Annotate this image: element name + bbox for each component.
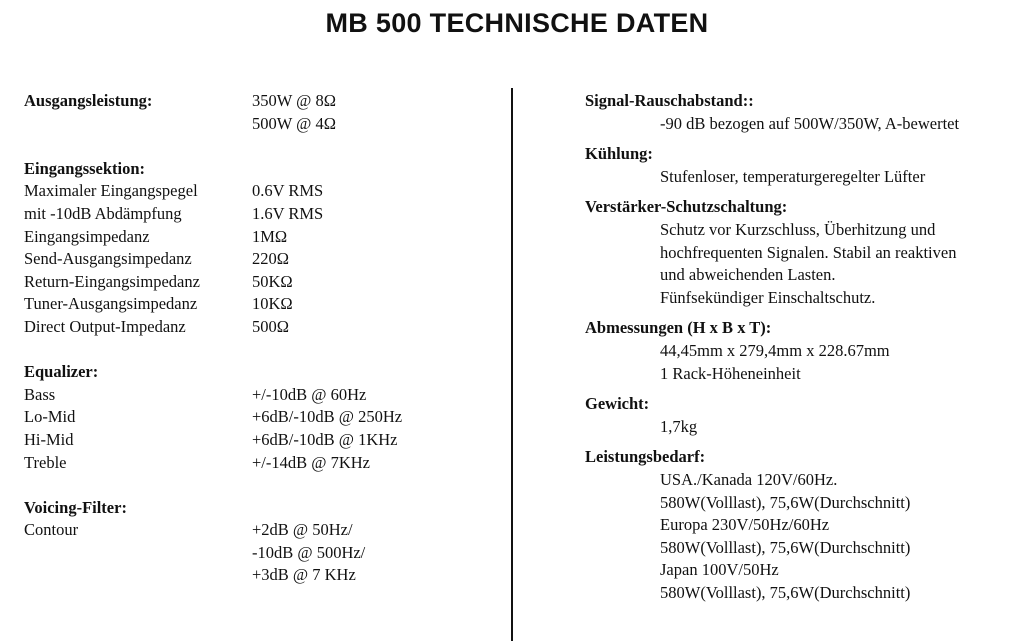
spec-value: 500W @ 4Ω	[252, 113, 336, 133]
spec-value: 350W @ 8Ω	[252, 91, 336, 110]
spec-line: und abweichenden Lasten.	[660, 265, 836, 285]
spec-row	[24, 384, 494, 407]
spec-line: 580W(Volllast), 75,6W(Durchschnitt)	[660, 537, 911, 557]
spec-row	[24, 248, 494, 271]
spec-row	[24, 180, 494, 203]
spec-value: +3dB @ 7 KHz	[252, 565, 356, 585]
spec-line: Stufenloser, temperaturgeregelter Lüfter	[660, 166, 926, 186]
section-heading: Signal-Rauschabstand::	[585, 91, 754, 110]
section-heading: Ausgangsleistung:	[24, 91, 153, 110]
spec-line: Europa 230V/50Hz/60Hz	[660, 515, 830, 535]
spec-value: +6dB/-10dB @ 1KHz	[252, 429, 398, 449]
spec-row	[24, 226, 494, 249]
right-column	[585, 90, 1015, 612]
spec-line: 44,45mm x 279,4mm x 228.67mm	[660, 340, 890, 360]
spec-line: Fünfsekündiger Einschaltschutz.	[660, 287, 876, 307]
spec-value: +2dB @ 50Hz/	[252, 520, 353, 540]
spec-line: -90 dB bezogen auf 500W/350W, A-bewertet	[660, 113, 960, 133]
spec-line: 580W(Volllast), 75,6W(Durchschnitt)	[660, 582, 911, 602]
spec-line: hochfrequenten Signalen. Stabil an reaktiven	[660, 242, 957, 262]
spec-line: USA./Kanada 120V/60Hz.	[660, 469, 838, 489]
output-power-section	[24, 90, 494, 135]
spec-label: Bass	[24, 384, 56, 404]
protection-section	[585, 196, 1015, 309]
spec-row	[24, 271, 494, 294]
spec-value: -10dB @ 500Hz/	[252, 542, 366, 562]
spec-label: Maximaler Eingangspegel	[24, 181, 198, 201]
spec-row	[24, 293, 494, 316]
spec-line: 1,7kg	[660, 416, 698, 436]
section-heading: Voicing-Filter:	[24, 497, 127, 517]
section-heading: Verstärker-Schutzschaltung:	[585, 197, 788, 217]
spec-line: Schutz vor Kurzschluss, Überhitzung und	[660, 219, 936, 239]
section-heading: Leistungsbedarf:	[585, 447, 706, 467]
spec-line: 580W(Volllast), 75,6W(Durchschnitt)	[660, 492, 911, 512]
spec-label: Eingangsimpedanz	[24, 226, 150, 246]
spec-label: mit -10dB Abdämpfung	[24, 203, 182, 223]
spec-value: 500Ω	[252, 316, 290, 336]
spec-value: +/-10dB @ 60Hz	[252, 384, 367, 404]
spec-label: Lo-Mid	[24, 407, 76, 427]
weight-section	[585, 393, 1015, 438]
spec-value: 220Ω	[252, 249, 290, 269]
section-heading: Equalizer:	[24, 362, 99, 382]
spec-value: 50KΩ	[252, 271, 293, 291]
section-heading: Kühlung:	[585, 144, 653, 164]
spec-row	[24, 406, 494, 429]
spec-value: 1.6V RMS	[252, 203, 324, 223]
cooling-section	[585, 143, 1015, 188]
column-divider	[511, 88, 513, 641]
input-section	[24, 158, 494, 339]
spec-line: 1 Rack-Höheneinheit	[660, 363, 801, 383]
spec-value: 1MΩ	[252, 226, 288, 246]
spec-value: +6dB/-10dB @ 250Hz	[252, 407, 403, 427]
spec-row	[24, 429, 494, 452]
equalizer-section	[24, 361, 494, 474]
spec-value: 10KΩ	[252, 294, 293, 314]
section-heading: Eingangssektion:	[24, 158, 146, 178]
spec-label: Send-Ausgangsimpedanz	[24, 249, 192, 269]
spec-label: Treble	[24, 452, 67, 472]
dimensions-section	[585, 317, 1015, 385]
snr-section	[585, 90, 1015, 135]
spec-label: Hi-Mid	[24, 429, 74, 449]
section-heading: Gewicht:	[585, 394, 650, 414]
spec-label: Contour	[24, 520, 79, 540]
spec-row	[24, 203, 494, 226]
power-requirements-section	[585, 446, 1015, 604]
spec-label: Direct Output-Impedanz	[24, 316, 186, 336]
spec-label: Return-Eingangsimpedanz	[24, 271, 200, 291]
left-column	[24, 90, 494, 610]
spec-label: Tuner-Ausgangsimpedanz	[24, 294, 198, 314]
spec-value: 0.6V RMS	[252, 181, 324, 201]
spec-line: Japan 100V/50Hz	[660, 560, 779, 580]
spec-value: +/-14dB @ 7KHz	[252, 452, 370, 472]
spec-row	[24, 316, 494, 339]
page-title: MB 500 TECHNISCHE DATEN	[325, 8, 709, 38]
voicing-filter-section	[24, 497, 494, 587]
section-heading: Abmessungen (H x B x T):	[585, 318, 772, 338]
spec-row	[24, 452, 494, 475]
